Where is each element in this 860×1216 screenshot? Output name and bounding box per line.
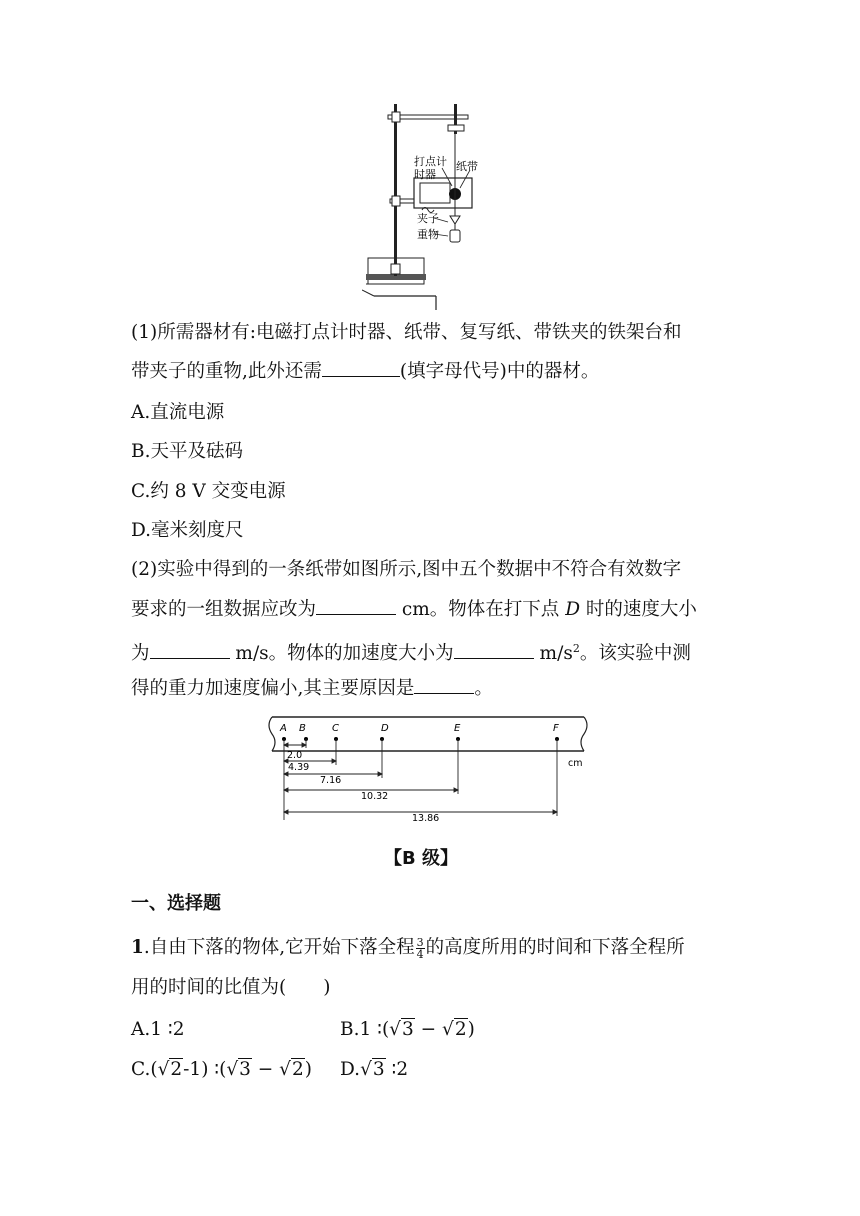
point-label-c: C bbox=[332, 723, 339, 734]
distance-af: 13.86 bbox=[412, 813, 440, 824]
apparatus-figure bbox=[362, 98, 482, 313]
mcq1-line1: 1.自由下落的物体,它开始下落全程 $\frac{3}{4}$ 的高度所用的时间和下落全程所 bbox=[131, 935, 685, 961]
distance-ac: 4.39 bbox=[288, 762, 310, 773]
label-timer-2: 时器 bbox=[414, 168, 436, 181]
option-d: D.毫米刻度尺 bbox=[131, 520, 244, 541]
answer-blank-4[interactable] bbox=[454, 638, 534, 659]
tape-body bbox=[269, 717, 587, 751]
answer-blank-5[interactable] bbox=[414, 673, 474, 694]
option-c: C.约 8 V 交变电源 bbox=[131, 481, 286, 502]
q2-line1: (2)实验中得到的一条纸带如图所示,图中五个数据中不符合有效数字 bbox=[131, 559, 682, 580]
unit-label: cm bbox=[568, 758, 583, 769]
point-label-f: F bbox=[553, 723, 559, 734]
label-weight: 重物 bbox=[417, 228, 439, 241]
label-timer-1: 打点计 bbox=[414, 155, 447, 168]
section-heading: 【B 级】 bbox=[384, 848, 458, 869]
mcq1-option-d[interactable]: D.√3 ∶2 bbox=[340, 1059, 409, 1080]
q2-line3: 为 m/s。物体的加速度大小为 $m/s^2$。该实验中测 bbox=[131, 629, 691, 674]
point-label-d: D bbox=[381, 723, 389, 734]
option-b: B.天平及砝码 bbox=[131, 441, 243, 462]
subsection-heading: 一、选择题 bbox=[131, 893, 221, 914]
answer-blank-1[interactable] bbox=[322, 356, 400, 377]
label-tape: 纸带 bbox=[456, 160, 478, 173]
answer-blank-2[interactable] bbox=[316, 594, 396, 615]
mcq1-option-b[interactable]: B.1 ∶(√3 − √2) bbox=[340, 1019, 475, 1040]
distance-ab: 2.0 bbox=[287, 750, 303, 761]
point-label-a: A bbox=[280, 723, 287, 734]
mcq1-option-c[interactable]: C.(√2-1) ∶(√3 − √2) bbox=[131, 1059, 312, 1080]
q1-line1: (1)所需器材有:电磁打点计时器、纸带、复写纸、带铁夹的铁架台和 bbox=[131, 322, 682, 343]
mcq1-option-a[interactable]: A.1 ∶2 bbox=[131, 1019, 185, 1040]
paper-tape-figure bbox=[266, 712, 596, 824]
distance-ae: 10.32 bbox=[361, 791, 389, 802]
fraction-three-quarters: $\frac{3}{4}$ bbox=[416, 935, 424, 961]
answer-blank-3[interactable] bbox=[150, 638, 230, 659]
point-label-e: E bbox=[454, 723, 461, 734]
question-number: 1 bbox=[131, 937, 144, 958]
point-label-b: B bbox=[299, 723, 306, 734]
q1-line2: 带夹子的重物,此外还需 (填字母代号)中的器材。 bbox=[131, 352, 599, 392]
option-a: A.直流电源 bbox=[131, 402, 225, 423]
label-clip: 夹子 bbox=[417, 212, 439, 225]
q2-line4: 得的重力加速度偏小,其主要原因是 。 bbox=[131, 669, 493, 709]
mcq1-line2: 用的时间的比值为( ) bbox=[131, 977, 331, 998]
q2-line2: 要求的一组数据应改为 cm。物体在打下点 D 时的速度大小 bbox=[131, 590, 697, 630]
distance-ad: 7.16 bbox=[320, 775, 342, 786]
